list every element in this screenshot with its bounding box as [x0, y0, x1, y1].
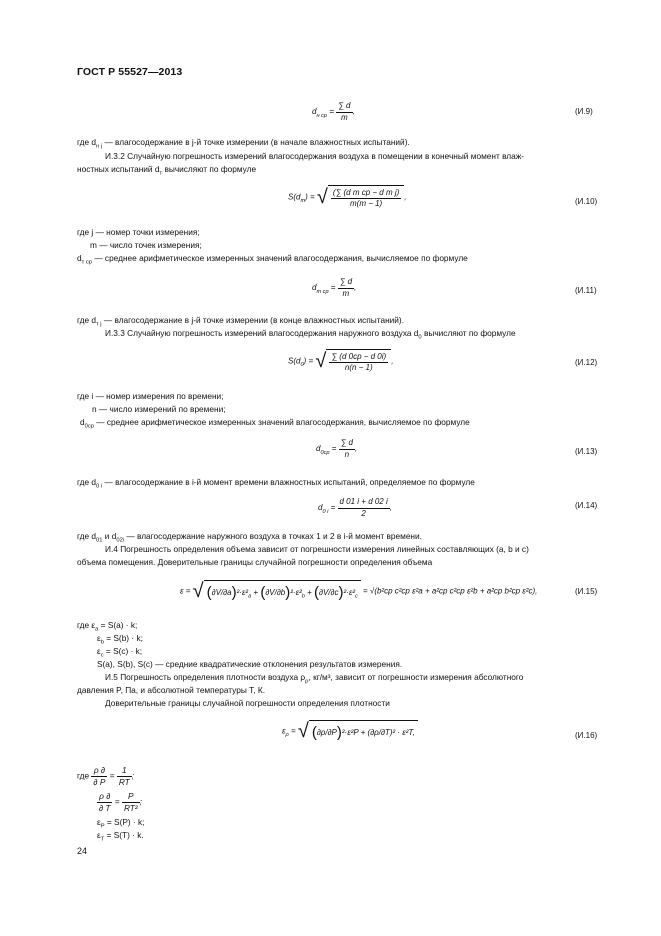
equation-i15: ε = √ $(\partial V/\partial a)^2\cdot\varepsilon^2_a + (\partial V/\partial b)^2\cdot\varepsilon^2_b + (\partial V/\partial c)^2\cdot\varepsilon^2_c = √(b^2ср$ c²ср ε²a + a²ср c²ср ε²b + a²ср b²ср ε²c),: [180, 580, 538, 602]
equation-i14: $d_{0 i}$ = $\frac{d 01 i + d 02 i}{2}$ ,: [318, 497, 392, 518]
text-line: где $d_{н j}$ — влагосодержание в j-й точке измерении (в начале влажностных испытаний).: [77, 137, 410, 150]
text-line: где $\frac{\rho \partial}{\partial P}$ = $\frac{1}{RT}$ ;: [77, 765, 135, 787]
page-header: ГОСТ Р 55527—2013: [77, 66, 183, 78]
text-line: ностных испытаний $d_т$ вычисляют по формуле: [77, 164, 257, 177]
text-line: И.4 Погрешность определения объема зависит от погрешности измерения линейных составляющих (a, b и c): [105, 544, 529, 554]
text-line: где $d_{т j}$ — влагосодержание в j-й точке измерении (в конце влажностных испытаний).: [77, 315, 405, 328]
text-line: И.3.3 Случайную погрешность измерений влагосодержания наружного воздуха $d_0$ вычисляют по формуле: [105, 328, 516, 341]
text-line: давления P, Па, и абсолютной температуры T, К.: [77, 685, 266, 695]
text-line: n — число измерений по времени;: [92, 404, 226, 414]
text-line: $\varepsilon_b = S(b) \cdot k$;: [97, 633, 143, 646]
equation-i10: $S(d_т)$ = √ $\frac{\text{(∑ (d т ср − d т j)}}{m(m - 1)}$ ,: [288, 186, 407, 209]
text-line: $d_{т ср}$ — среднее арифметическое измеренных значений влагосодержания, вычисляемое по формуле: [77, 253, 468, 266]
text-line: И.3.2 Случайную погрешность измерений влагосодержания воздуха в помещении в конечный момент влаж-: [105, 151, 525, 161]
text-line: $\varepsilon_T = S(T) \cdot k$.: [97, 830, 144, 843]
equation-i13: $d_{0ср}$ = $\frac{\sum d}{n}$ ,: [316, 438, 358, 459]
text-line: где $d_{0 i}$ — влагосодержание в i-й момент времени влажностных испытаний, определяемое по формуле: [77, 477, 475, 490]
equation-i12: $S(d_0)$ = √ $\frac{\sum (d 0ср - d 0i)}{n(n - 1)}$ ,: [288, 350, 394, 373]
text-line: $\varepsilon_P = S(P) \cdot k$;: [97, 817, 145, 830]
equation-number: (И.9): [575, 107, 593, 116]
equation-number: (И.12): [575, 358, 598, 367]
text-line: где $d_{01}$ и $d_{02i}$ — влагосодержание наружного воздуха в точках 1 и 2 в i-й момент времени.: [77, 531, 422, 544]
equation-number: (И.13): [575, 447, 598, 456]
text-line: объема помещения. Доверительные границы случайной погрешности определения объема: [77, 557, 433, 567]
equation-number: (И.11): [575, 286, 597, 295]
equation-number: (И.15): [575, 587, 598, 596]
text-line: $\frac{\rho \partial}{\partial T}$ = $\frac{P}{\text{RT²}}$ ;: [99, 791, 142, 813]
text-line: где $\varepsilon_a = S(a) \cdot k$;: [77, 620, 138, 633]
text-line: Доверительные границы случайной погрешности определения плотности: [105, 698, 390, 708]
equation-number: (И.10): [575, 197, 598, 206]
text-line: m — число точек измерения;: [90, 240, 202, 250]
equation-i11: $d_{т ср}$ = $\frac{\sum d}{m}$ ,: [312, 277, 357, 298]
equation-i9: $d_{н ср}$ = $\frac{\sum d}{m}$ ,: [312, 101, 355, 122]
equation-i16: $\varepsilon_\rho$ = √ (∂ρ/∂P)²·ε²P + (∂ρ/∂T)² · ε²T,: [282, 718, 418, 744]
equation-number: (И.16): [575, 731, 598, 740]
text-line: И.5 Погрешность определения плотности воздуха $\rho_\rho$, кг/м³, зависит от погрешности измерения абсолютного: [105, 672, 524, 685]
text-line: где j — номер точки измерения;: [77, 227, 200, 237]
equation-number: (И.14): [575, 501, 598, 510]
text-line: $\varepsilon_c = S(c) \cdot k$;: [97, 646, 143, 659]
page-number: 24: [77, 846, 88, 856]
text-line: $d_{0ср}$ — среднее арифметическое измеренных значений влагосодержания, вычисляемое по формуле: [80, 417, 470, 430]
text-line: S(a), S(b), S(c) — средние квадратические отклонения результатов измерения.: [97, 659, 403, 669]
text-line: где i — номер измерения по времени;: [77, 391, 224, 401]
